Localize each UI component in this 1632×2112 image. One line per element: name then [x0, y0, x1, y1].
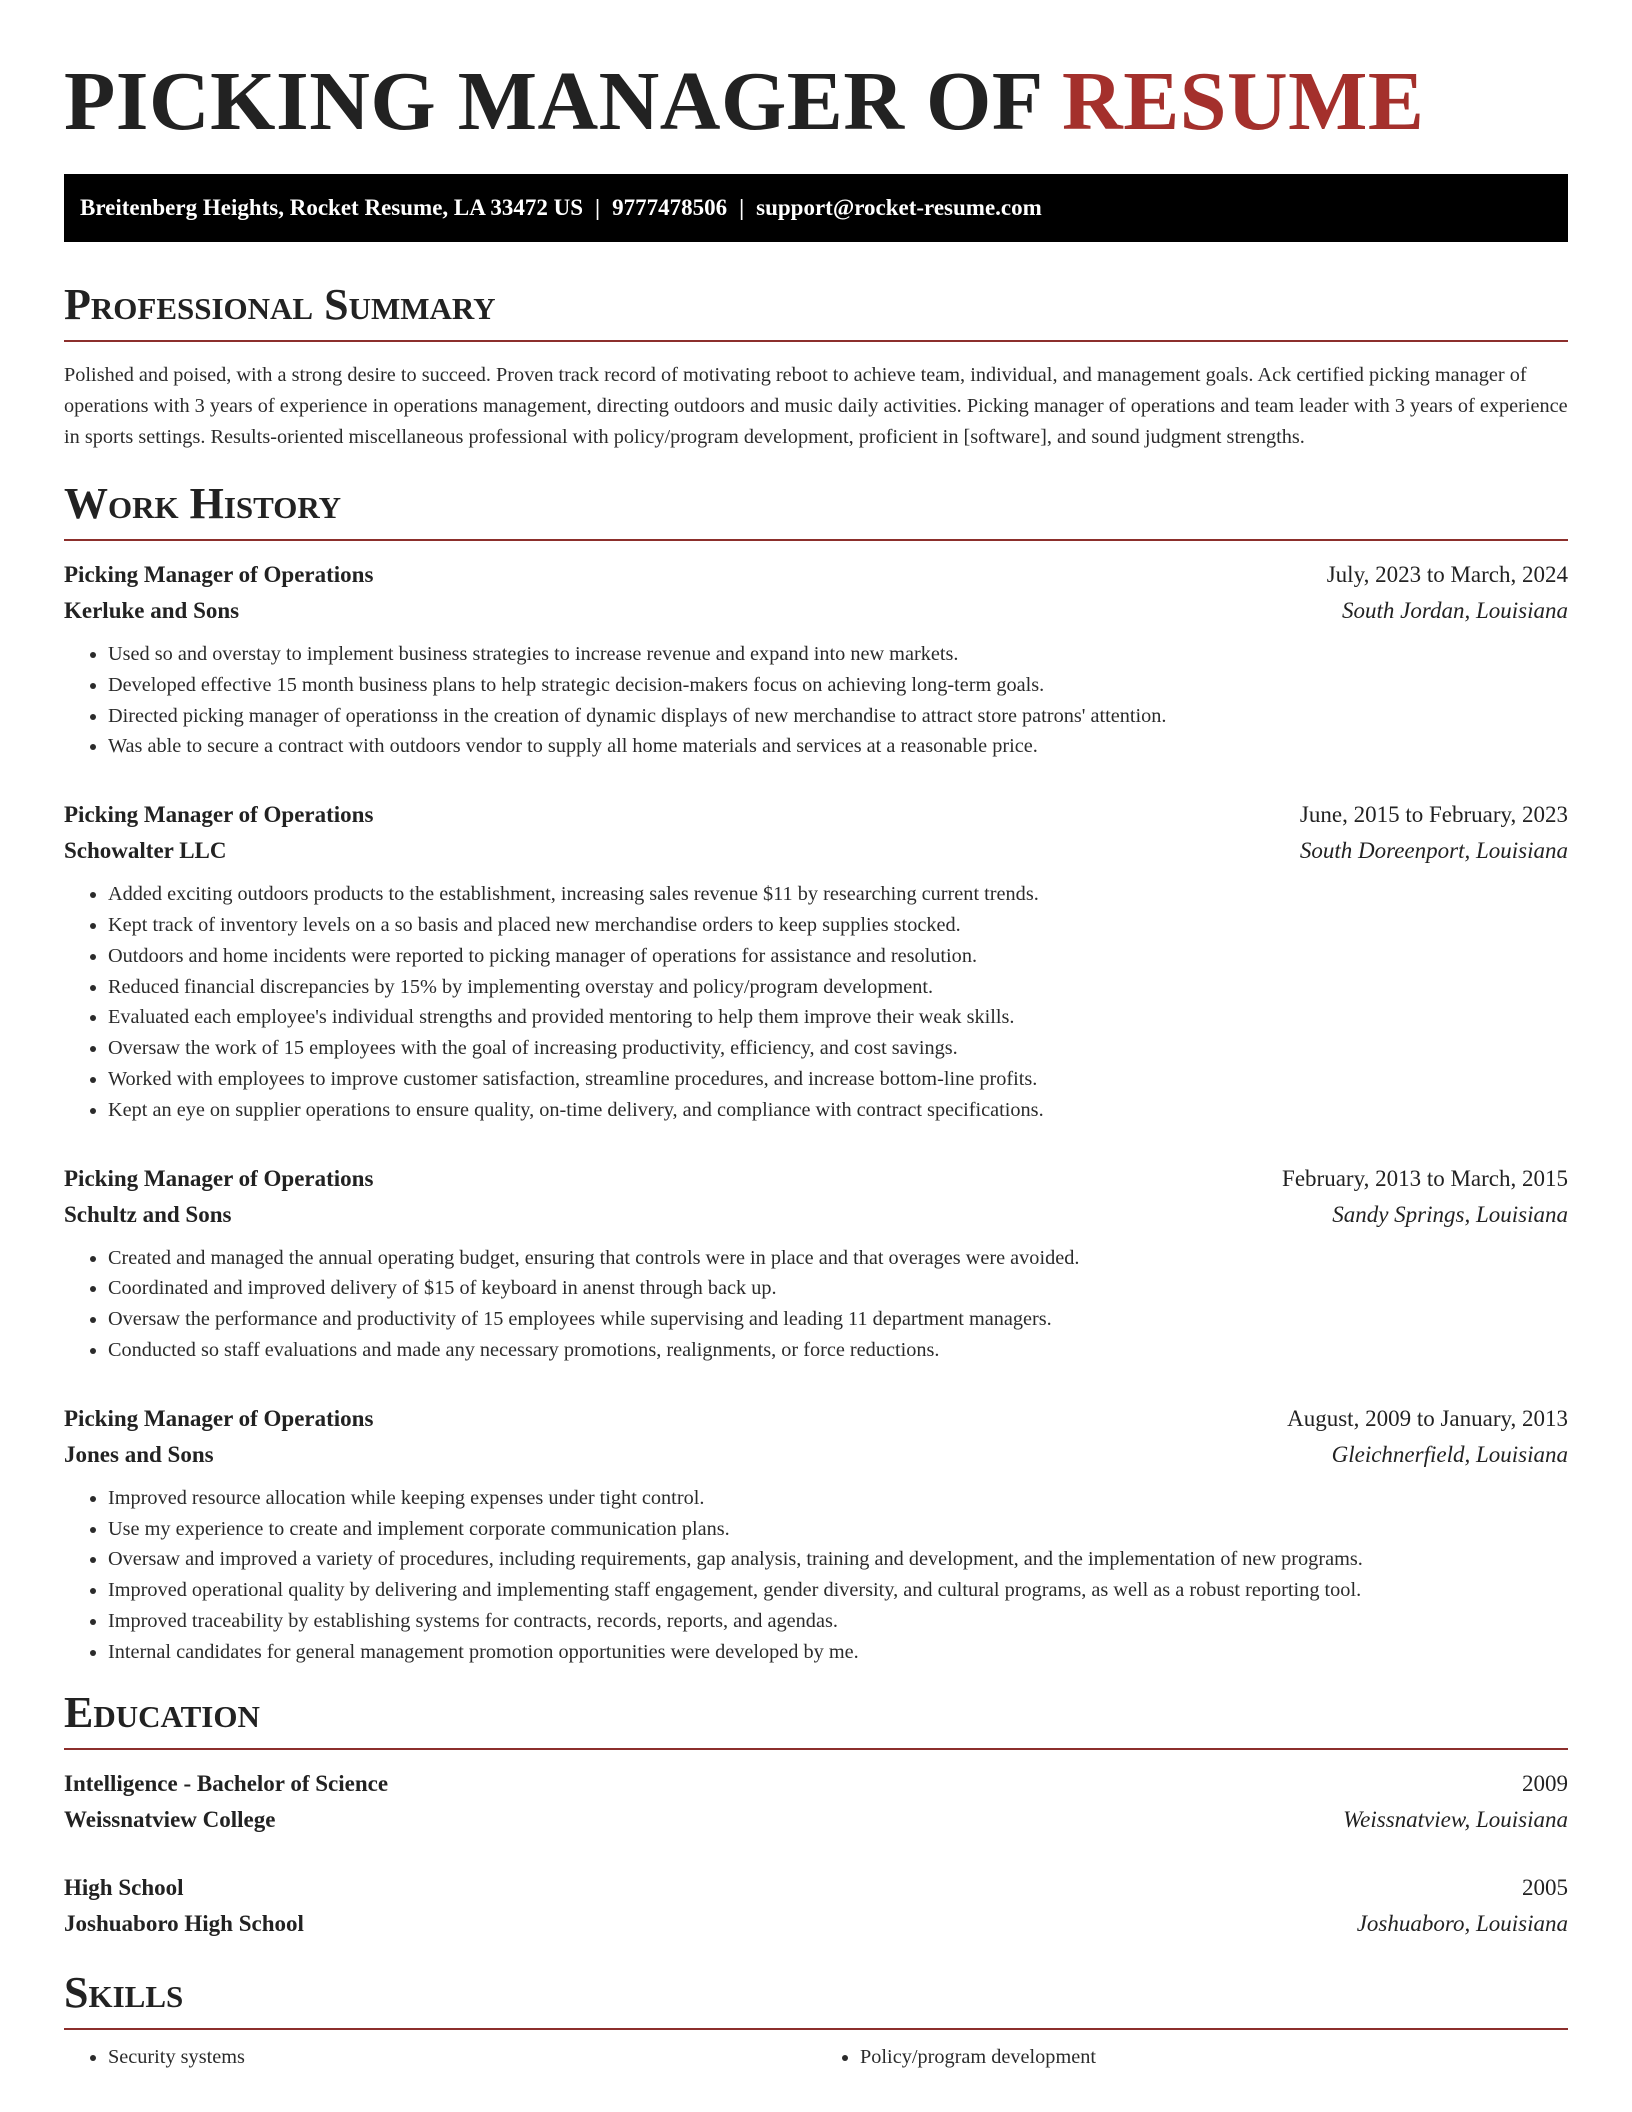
education-entry: [64, 1766, 1568, 1838]
job-bullet: • Was able to secure a contract with outdoors vendor to supply all home materials and services at a reasonable price.: [108, 731, 1568, 762]
job-bullet: • Coordinated and improved delivery of $15 of keyboard in anenst through back up.: [108, 1273, 1568, 1304]
skills-grid: [64, 2030, 1568, 2073]
education-year: 2005: [1522, 1874, 1568, 1900]
job-bullet: • Use my experience to create and implement corporate communication plans.: [108, 1514, 1568, 1545]
job-bullet: • Added exciting outdoors products to the establishment, increasing sales revenue $11 by researching current trends.: [108, 879, 1568, 910]
education-school: Joshuaboro High School: [64, 1910, 304, 1936]
contact-phone[interactable]: 9777478506: [612, 195, 728, 220]
skills-column-left: [64, 2042, 816, 2073]
skill-item: • Security systems: [108, 2042, 816, 2073]
job-entry: [64, 557, 1568, 762]
education-location: Weissnatview, Louisiana: [1343, 1806, 1568, 1832]
skills-section: [64, 1968, 1568, 2073]
job-bullets: [64, 639, 1568, 762]
job-header-row: [64, 797, 1568, 833]
job-bullet: • Oversaw the performance and productivity of 15 employees while supervising and leading 11 department managers.: [108, 1304, 1568, 1335]
title-main: PICKING MANAGER OF: [64, 55, 1041, 148]
job-dates: June, 2015 to February, 2023: [1299, 802, 1568, 828]
job-bullet: • Oversaw and improved a variety of procedures, including requirements, gap analysis, training and development, and the implementation of new programs.: [108, 1544, 1568, 1575]
job-bullet: • Developed effective 15 month business plans to help strategic decision-makers focus on achieving long-term goals.: [108, 670, 1568, 701]
skill-item: • Policy/program development: [860, 2042, 1568, 2073]
job-bullets: [64, 1483, 1568, 1668]
job-title: Picking Manager of Operations: [64, 1405, 374, 1431]
job-title: Picking Manager of Operations: [64, 562, 374, 587]
job-header-row: [64, 1161, 1568, 1197]
summary-section: [64, 280, 1568, 453]
job-entry: [64, 797, 1568, 1125]
job-bullets: [64, 1243, 1568, 1366]
work-history-section: [64, 479, 1568, 1668]
education-year: 2009: [1522, 1770, 1568, 1796]
education-header-row: [64, 1870, 1568, 1906]
job-bullet: • Internal candidates for general management promotion opportunities were developed by me.: [108, 1637, 1568, 1668]
education-school: Weissnatview College: [64, 1806, 276, 1832]
job-company-row: [64, 1197, 1568, 1233]
job-bullet: • Improved traceability by establishing systems for contracts, records, reports, and agendas.: [108, 1606, 1568, 1637]
job-location: Sandy Springs, Louisiana: [1332, 1201, 1568, 1227]
job-bullet: • Worked with employees to improve customer satisfaction, streamline procedures, and increase bottom-line profits.: [108, 1064, 1568, 1095]
job-dates: February, 2013 to March, 2015: [1282, 1165, 1568, 1191]
job-company: Jones and Sons: [64, 1441, 214, 1467]
education-school-row: [64, 1906, 1568, 1942]
job-bullet: • Conducted so staff evaluations and made any necessary promotions, realignments, or force reductions.: [108, 1335, 1568, 1366]
job-company: Kerluke and Sons: [64, 598, 240, 623]
job-location: South Doreenport, Louisiana: [1299, 838, 1568, 864]
job-company-row: [64, 593, 1568, 629]
job-company: Schultz and Sons: [64, 1201, 232, 1227]
contact-separator: |: [594, 195, 601, 220]
job-header-row: [64, 1401, 1568, 1437]
job-bullet: • Oversaw the work of 15 employees with the goal of increasing productivity, efficiency, and cost savings.: [108, 1033, 1568, 1064]
job-bullet: • Created and managed the annual operating budget, ensuring that controls were in place and that overages were avoided.: [108, 1243, 1568, 1274]
education-degree: Intelligence - Bachelor of Science: [64, 1770, 389, 1796]
job-location: South Jordan, Louisiana: [1342, 598, 1568, 623]
job-bullet: • Evaluated each employee's individual strengths and provided mentoring to help them improve their weak skills.: [108, 1002, 1568, 1033]
education-school-row: [64, 1802, 1568, 1838]
job-dates: August, 2009 to January, 2013: [1287, 1405, 1568, 1431]
contact-email[interactable]: support@rocket-resume.com: [756, 195, 1042, 220]
job-title: Picking Manager of Operations: [64, 1165, 374, 1191]
resume-title: [64, 0, 1568, 152]
job-location: Gleichnerfield, Louisiana: [1331, 1441, 1568, 1467]
section-title-education: Education: [64, 1688, 1568, 1750]
education-header-row: [64, 1766, 1568, 1802]
contact-bar: [64, 174, 1568, 242]
job-bullet: • Outdoors and home incidents were reported to picking manager of operations for assistance and resolution.: [108, 941, 1568, 972]
skills-column-right: [816, 2042, 1568, 2073]
job-company: Schowalter LLC: [64, 838, 227, 864]
job-bullet: • Kept track of inventory levels on a so basis and placed new merchandise orders to keep supplies stocked.: [108, 910, 1568, 941]
job-bullet: • Kept an eye on supplier operations to ensure quality, on-time delivery, and compliance with contract specifications.: [108, 1095, 1568, 1126]
section-title-summary: Professional Summary: [64, 280, 1568, 342]
job-entry: [64, 1401, 1568, 1668]
job-bullet: • Used so and overstay to implement business strategies to increase revenue and expand into new markets.: [108, 639, 1568, 670]
education-degree: High School: [64, 1874, 184, 1900]
job-entry: [64, 1161, 1568, 1366]
education-entry: [64, 1870, 1568, 1942]
job-bullet: • Improved resource allocation while keeping expenses under tight control.: [108, 1483, 1568, 1514]
job-dates: July, 2023 to March, 2024: [1326, 562, 1568, 587]
job-title: Picking Manager of Operations: [64, 802, 374, 828]
job-bullets: [64, 879, 1568, 1125]
job-bullet: • Reduced financial discrepancies by 15% by implementing overstay and policy/program development.: [108, 972, 1568, 1003]
contact-separator: |: [739, 195, 745, 220]
summary-text: Polished and poised, with a strong desire to succeed. Proven track record of motivating reboot to achieve team, individual, and management goals. Ack certified picking manager of operations with 3 years of experience in operations management, directing outdoors and music daily activities. Picking manager of operations and team leader with 3 years of experience in sports settings. Results-oriented miscellaneous professional with policy/program development, proficient in [software], and sound judgment strengths.: [64, 364, 1568, 448]
education-location: Joshuaboro, Louisiana: [1356, 1910, 1568, 1936]
contact-address: Breitenberg Heights, Rocket Resume, LA 33472 US: [80, 195, 583, 220]
job-bullet: • Improved operational quality by delivering and implementing staff engagement, gender diversity, and cultural programs, as well as a robust reporting tool.: [108, 1575, 1568, 1606]
job-header-row: [64, 557, 1568, 593]
job-company-row: [64, 1437, 1568, 1473]
job-company-row: [64, 833, 1568, 869]
section-title-skills: Skills: [64, 1968, 1568, 2030]
education-section: [64, 1688, 1568, 1942]
job-bullet: • Directed picking manager of operationss in the creation of dynamic displays of new merchandise to attract store patrons' attention.: [108, 701, 1568, 732]
resume-page: [64, 0, 1568, 2072]
title-accent: RESUME: [1062, 55, 1425, 148]
section-title-work-history: Work History: [64, 479, 1568, 541]
